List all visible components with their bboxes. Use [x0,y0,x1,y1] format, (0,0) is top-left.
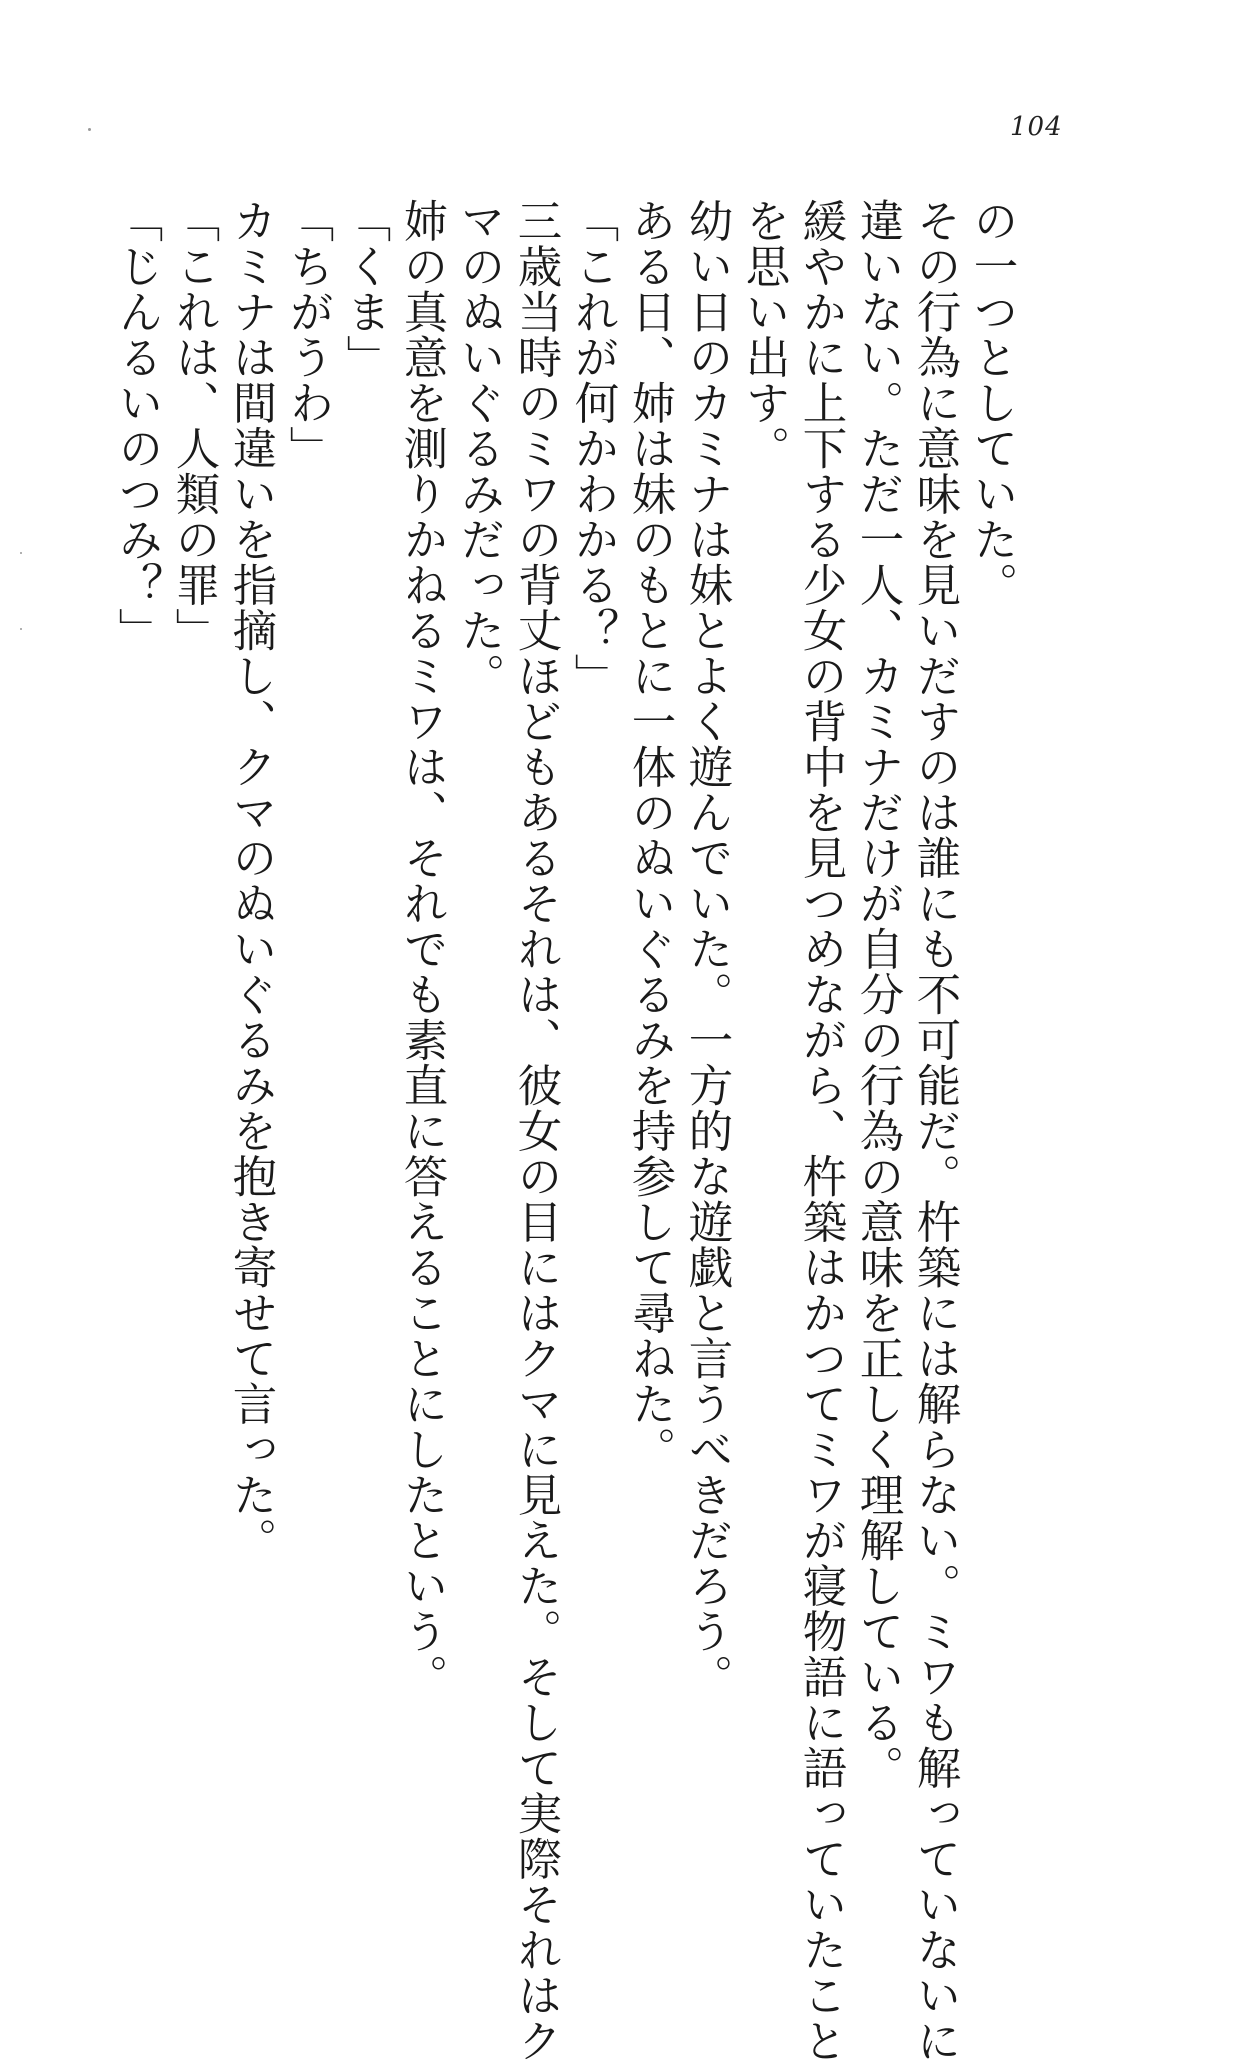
page-number: 104 [1010,112,1063,142]
text-line: 姉の真意を測りかねるミワは、それでも素直に答えることにしたという。 [396,198,447,1700]
dialogue-line: 「ちがうわ」 [282,198,333,471]
vertical-body-text [108,198,1020,2064]
text-line: を思い出す。 [738,198,789,471]
dialogue-line: 「これが何かわかる？」 [567,198,618,699]
paper-speck [20,552,22,554]
text-line: カミナは間違いを指摘し、クマのぬいぐるみを抱き寄せて言った。 [225,198,276,1563]
text-line: 緩やかに上下する少女の背中を見つめながら、杵築はかつてミワが寝物語に語っていたこと [795,198,846,2064]
paper-speck [88,128,91,131]
text-line: 違いない。ただ一人、カミナだけが自分の行為の意味を正しく理解している。 [852,198,903,1791]
dialogue-line: 「これは、人類の罪」 [168,198,219,653]
dialogue-line: 「くま」 [339,198,390,380]
text-line: マのぬいぐるみだった。 [453,198,504,699]
text-line: 幼い日のカミナは妹とよく遊んでいた。一方的な遊戯と言うべきだろう。 [681,198,732,1700]
text-line: の一つとしていた。 [966,198,1017,608]
text-line: 三歳当時のミワの背丈ほどもあるそれは、彼女の目にはクマに見えた。そして実際それはク [510,198,561,2064]
paper-speck [20,628,22,630]
text-line: その行為に意味を見いだすのは誰にも不可能だ。杵築には解らない。ミワも解っていないに [909,198,960,2064]
text-line: ある日、姉は妹のもとに一体のぬいぐるみを持参して尋ねた。 [624,198,675,1472]
dialogue-line: 「じんるいのつみ？」 [111,198,162,653]
